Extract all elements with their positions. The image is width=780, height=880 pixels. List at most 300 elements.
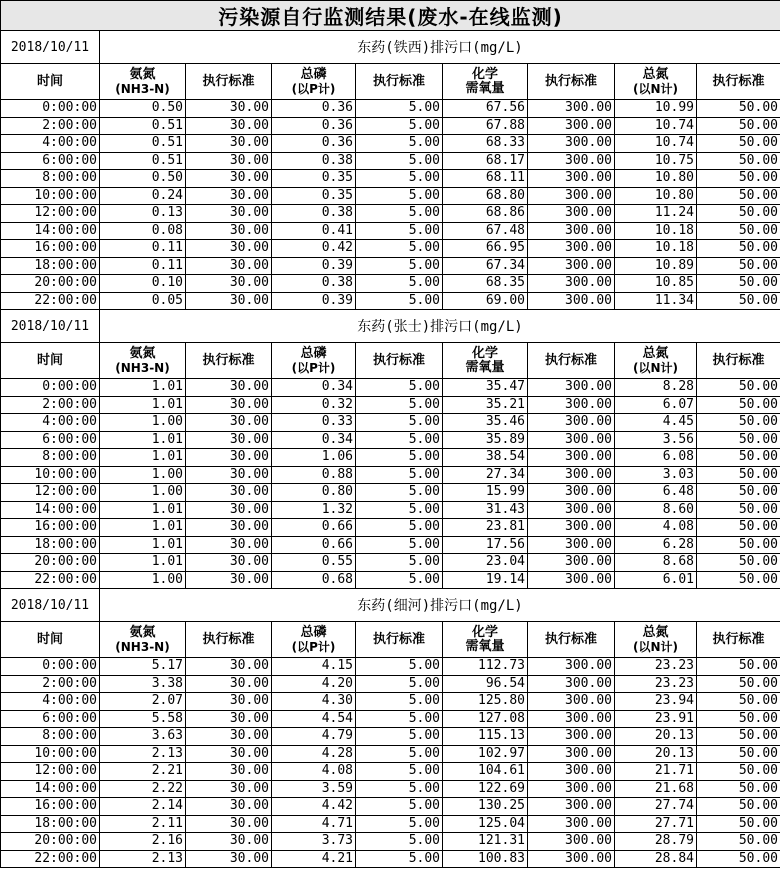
table-row (1, 833, 780, 851)
cell-phosphorus: 0.41 (272, 222, 356, 240)
header-nitrogen-standard: 执行标准 (697, 622, 780, 658)
cell-ammonia: 5.58 (100, 710, 186, 728)
cell-cod: 35.89 (443, 431, 528, 449)
cell-phosphorus-standard: 5.00 (356, 100, 443, 118)
cell-ammonia: 0.51 (100, 135, 186, 153)
cell-cod-standard: 300.00 (528, 536, 615, 554)
cell-cod: 35.46 (443, 414, 528, 432)
cell-ammonia: 2.21 (100, 763, 186, 781)
cell-nitrogen: 10.74 (615, 117, 697, 135)
cell-nitrogen: 4.45 (615, 414, 697, 432)
cell-cod: 69.00 (443, 292, 528, 310)
cell-cod: 35.47 (443, 379, 528, 397)
cell-cod-standard: 300.00 (528, 519, 615, 537)
header-cod-line1: 化学 (471, 624, 498, 640)
cell-nitrogen-standard: 50.00 (697, 466, 780, 484)
cell-phosphorus-standard: 5.00 (356, 850, 443, 868)
cell-cod-standard: 300.00 (528, 833, 615, 851)
cell-nitrogen: 8.60 (615, 501, 697, 519)
table-row (1, 466, 780, 484)
cell-ammonia: 1.01 (100, 379, 186, 397)
cell-phosphorus-standard: 5.00 (356, 449, 443, 467)
cell-nitrogen-standard: 50.00 (697, 414, 780, 432)
cell-phosphorus: 0.35 (272, 187, 356, 205)
header-ammonia-name: 氨氮 (129, 624, 156, 640)
cell-phosphorus: 1.32 (272, 501, 356, 519)
table-row (1, 745, 780, 763)
header-ammonia (100, 622, 186, 658)
cell-ammonia: 2.07 (100, 693, 186, 711)
cell-cod-standard: 300.00 (528, 571, 615, 589)
cell-cod-standard: 300.00 (528, 850, 615, 868)
cell-phosphorus-standard: 5.00 (356, 763, 443, 781)
header-phosphorus (272, 64, 356, 100)
cell-nitrogen: 28.84 (615, 850, 697, 868)
outlet-name: 东药(铁西)排污口(mg/L) (100, 31, 780, 64)
cell-ammonia: 5.17 (100, 658, 186, 676)
cell-phosphorus: 0.42 (272, 240, 356, 258)
cell-nitrogen: 10.89 (615, 257, 697, 275)
cell-ammonia-standard: 30.00 (186, 815, 272, 833)
cell-ammonia: 2.13 (100, 745, 186, 763)
cell-phosphorus: 1.06 (272, 449, 356, 467)
cell-phosphorus-standard: 5.00 (356, 833, 443, 851)
cell-phosphorus: 0.38 (272, 205, 356, 223)
cell-phosphorus-standard: 5.00 (356, 536, 443, 554)
cell-phosphorus-standard: 5.00 (356, 466, 443, 484)
header-cod-line2: 需氧量 (465, 638, 505, 654)
cell-nitrogen-standard: 50.00 (697, 240, 780, 258)
cell-time: 14:00:00 (1, 222, 100, 240)
cell-nitrogen: 23.94 (615, 693, 697, 711)
cell-cod-standard: 300.00 (528, 135, 615, 153)
cell-phosphorus: 0.36 (272, 100, 356, 118)
cell-time: 2:00:00 (1, 675, 100, 693)
table-row (1, 728, 780, 746)
cell-nitrogen-standard: 50.00 (697, 745, 780, 763)
cell-cod: 23.04 (443, 554, 528, 572)
header-ammonia-formula: (NH3-N) (115, 360, 170, 375)
cell-time: 4:00:00 (1, 693, 100, 711)
cell-nitrogen-standard: 50.00 (697, 536, 780, 554)
table-row (1, 554, 780, 572)
cell-ammonia-standard: 30.00 (186, 414, 272, 432)
header-cod-line1: 化学 (471, 345, 498, 361)
cell-ammonia: 0.51 (100, 117, 186, 135)
cell-phosphorus-standard: 5.00 (356, 745, 443, 763)
cell-ammonia: 0.50 (100, 170, 186, 188)
cell-cod: 68.33 (443, 135, 528, 153)
cell-nitrogen-standard: 50.00 (697, 292, 780, 310)
cell-phosphorus: 4.54 (272, 710, 356, 728)
cell-ammonia-standard: 30.00 (186, 833, 272, 851)
cell-phosphorus-standard: 5.00 (356, 414, 443, 432)
cell-cod: 15.99 (443, 484, 528, 502)
cell-nitrogen-standard: 50.00 (697, 571, 780, 589)
header-ammonia-formula: (NH3-N) (115, 81, 170, 96)
cell-nitrogen-standard: 50.00 (697, 187, 780, 205)
cell-ammonia: 1.00 (100, 414, 186, 432)
cell-phosphorus-standard: 5.00 (356, 396, 443, 414)
table-row (1, 117, 780, 135)
cell-cod-standard: 300.00 (528, 414, 615, 432)
table-row (1, 414, 780, 432)
table-body (1, 1, 780, 868)
cell-nitrogen: 20.13 (615, 745, 697, 763)
cell-time: 12:00:00 (1, 763, 100, 781)
cell-cod-standard: 300.00 (528, 170, 615, 188)
table-row (1, 292, 780, 310)
cell-cod-standard: 300.00 (528, 292, 615, 310)
cell-phosphorus-standard: 5.00 (356, 257, 443, 275)
cell-nitrogen-standard: 50.00 (697, 693, 780, 711)
cell-cod-standard: 300.00 (528, 728, 615, 746)
cell-time: 14:00:00 (1, 501, 100, 519)
table-row (1, 222, 780, 240)
cell-ammonia-standard: 30.00 (186, 240, 272, 258)
cell-ammonia-standard: 30.00 (186, 222, 272, 240)
cell-time: 22:00:00 (1, 850, 100, 868)
header-nitrogen-name: 总氮 (642, 66, 669, 82)
cell-phosphorus: 0.34 (272, 431, 356, 449)
cell-time: 8:00:00 (1, 728, 100, 746)
cell-phosphorus-standard: 5.00 (356, 571, 443, 589)
cell-phosphorus-standard: 5.00 (356, 135, 443, 153)
cell-nitrogen-standard: 50.00 (697, 484, 780, 502)
cell-nitrogen: 6.28 (615, 536, 697, 554)
cell-cod: 67.48 (443, 222, 528, 240)
header-nitrogen-basis: (以N计) (632, 639, 678, 654)
cell-time: 0:00:00 (1, 658, 100, 676)
cell-nitrogen-standard: 50.00 (697, 205, 780, 223)
cell-phosphorus: 0.36 (272, 135, 356, 153)
cell-time: 2:00:00 (1, 117, 100, 135)
table-row (1, 519, 780, 537)
cell-ammonia-standard: 30.00 (186, 466, 272, 484)
header-nitrogen-name: 总氮 (642, 624, 669, 640)
cell-cod: 115.13 (443, 728, 528, 746)
cell-phosphorus-standard: 5.00 (356, 187, 443, 205)
cell-phosphorus: 0.88 (272, 466, 356, 484)
cell-cod-standard: 300.00 (528, 257, 615, 275)
cell-nitrogen-standard: 50.00 (697, 554, 780, 572)
cell-phosphorus: 0.39 (272, 257, 356, 275)
header-time: 时间 (1, 64, 100, 100)
cell-cod: 23.81 (443, 519, 528, 537)
cell-phosphorus: 4.79 (272, 728, 356, 746)
header-phosphorus-name: 总磷 (300, 345, 327, 361)
table-row (1, 675, 780, 693)
cell-ammonia: 3.63 (100, 728, 186, 746)
cell-phosphorus-standard: 5.00 (356, 205, 443, 223)
cell-phosphorus-standard: 5.00 (356, 780, 443, 798)
table-row (1, 396, 780, 414)
cell-cod: 125.04 (443, 815, 528, 833)
cell-nitrogen: 27.71 (615, 815, 697, 833)
cell-phosphorus: 4.08 (272, 763, 356, 781)
header-cod-line2: 需氧量 (465, 359, 505, 375)
cell-time: 10:00:00 (1, 466, 100, 484)
cell-nitrogen: 11.24 (615, 205, 697, 223)
header-phosphorus (272, 622, 356, 658)
cell-ammonia-standard: 30.00 (186, 484, 272, 502)
cell-cod: 104.61 (443, 763, 528, 781)
cell-nitrogen: 21.68 (615, 780, 697, 798)
cell-phosphorus-standard: 5.00 (356, 798, 443, 816)
cell-cod: 67.56 (443, 100, 528, 118)
cell-cod-standard: 300.00 (528, 152, 615, 170)
cell-phosphorus-standard: 5.00 (356, 484, 443, 502)
cell-time: 6:00:00 (1, 431, 100, 449)
header-cod (443, 622, 528, 658)
cell-phosphorus: 4.28 (272, 745, 356, 763)
cell-cod: 68.80 (443, 187, 528, 205)
cell-nitrogen-standard: 50.00 (697, 222, 780, 240)
table-row (1, 152, 780, 170)
cell-ammonia-standard: 30.00 (186, 449, 272, 467)
cell-cod-standard: 300.00 (528, 117, 615, 135)
cell-cod: 68.86 (443, 205, 528, 223)
cell-nitrogen: 21.71 (615, 763, 697, 781)
cell-phosphorus-standard: 5.00 (356, 675, 443, 693)
cell-phosphorus: 4.15 (272, 658, 356, 676)
column-header-row (1, 343, 780, 379)
cell-cod: 31.43 (443, 501, 528, 519)
table-row (1, 850, 780, 868)
cell-nitrogen: 28.79 (615, 833, 697, 851)
cell-phosphorus: 0.35 (272, 170, 356, 188)
cell-cod-standard: 300.00 (528, 798, 615, 816)
cell-phosphorus-standard: 5.00 (356, 710, 443, 728)
cell-time: 6:00:00 (1, 710, 100, 728)
cell-time: 18:00:00 (1, 815, 100, 833)
cell-phosphorus: 0.33 (272, 414, 356, 432)
cell-time: 0:00:00 (1, 100, 100, 118)
cell-ammonia: 1.00 (100, 484, 186, 502)
header-phosphorus-standard: 执行标准 (356, 622, 443, 658)
cell-cod-standard: 300.00 (528, 815, 615, 833)
section-date: 2018/10/11 (1, 31, 100, 64)
cell-ammonia: 2.14 (100, 798, 186, 816)
cell-ammonia-standard: 30.00 (186, 745, 272, 763)
table-row (1, 484, 780, 502)
cell-cod: 127.08 (443, 710, 528, 728)
cell-cod-standard: 300.00 (528, 693, 615, 711)
cell-nitrogen-standard: 50.00 (697, 519, 780, 537)
cell-ammonia-standard: 30.00 (186, 519, 272, 537)
table-row (1, 379, 780, 397)
header-cod-line2: 需氧量 (465, 80, 505, 96)
cell-time: 16:00:00 (1, 798, 100, 816)
table-row (1, 501, 780, 519)
cell-nitrogen-standard: 50.00 (697, 728, 780, 746)
cell-ammonia-standard: 30.00 (186, 292, 272, 310)
cell-time: 22:00:00 (1, 292, 100, 310)
cell-ammonia: 2.11 (100, 815, 186, 833)
header-cod-line1: 化学 (471, 66, 498, 82)
header-phosphorus-standard: 执行标准 (356, 343, 443, 379)
cell-nitrogen: 10.99 (615, 100, 697, 118)
cell-time: 12:00:00 (1, 205, 100, 223)
cell-nitrogen-standard: 50.00 (697, 449, 780, 467)
table-row (1, 763, 780, 781)
cell-nitrogen-standard: 50.00 (697, 275, 780, 293)
cell-cod-standard: 300.00 (528, 780, 615, 798)
cell-ammonia: 0.11 (100, 257, 186, 275)
header-phosphorus-basis: (以P计) (291, 81, 336, 96)
cell-cod: 67.34 (443, 257, 528, 275)
cell-ammonia-standard: 30.00 (186, 257, 272, 275)
cell-cod-standard: 300.00 (528, 484, 615, 502)
cell-phosphorus-standard: 5.00 (356, 431, 443, 449)
cell-phosphorus-standard: 5.00 (356, 222, 443, 240)
table-row (1, 205, 780, 223)
cell-phosphorus-standard: 5.00 (356, 117, 443, 135)
cell-cod: 102.97 (443, 745, 528, 763)
cell-cod-standard: 300.00 (528, 187, 615, 205)
cell-ammonia: 3.38 (100, 675, 186, 693)
cell-phosphorus: 3.59 (272, 780, 356, 798)
cell-nitrogen-standard: 50.00 (697, 396, 780, 414)
table-row (1, 100, 780, 118)
cell-ammonia-standard: 30.00 (186, 117, 272, 135)
cell-nitrogen: 8.68 (615, 554, 697, 572)
cell-nitrogen-standard: 50.00 (697, 675, 780, 693)
header-nitrogen (615, 64, 697, 100)
cell-ammonia-standard: 30.00 (186, 501, 272, 519)
cell-phosphorus: 0.34 (272, 379, 356, 397)
cell-ammonia: 1.01 (100, 554, 186, 572)
cell-phosphorus: 0.55 (272, 554, 356, 572)
cell-phosphorus: 0.66 (272, 536, 356, 554)
cell-phosphorus-standard: 5.00 (356, 554, 443, 572)
cell-nitrogen: 6.01 (615, 571, 697, 589)
cell-nitrogen-standard: 50.00 (697, 170, 780, 188)
header-phosphorus-basis: (以P计) (291, 360, 336, 375)
cell-ammonia-standard: 30.00 (186, 205, 272, 223)
table-row (1, 536, 780, 554)
cell-time: 10:00:00 (1, 745, 100, 763)
cell-ammonia-standard: 30.00 (186, 763, 272, 781)
cell-time: 20:00:00 (1, 833, 100, 851)
cell-ammonia-standard: 30.00 (186, 170, 272, 188)
cell-time: 18:00:00 (1, 257, 100, 275)
cell-ammonia-standard: 30.00 (186, 798, 272, 816)
cell-ammonia-standard: 30.00 (186, 431, 272, 449)
cell-phosphorus: 0.39 (272, 292, 356, 310)
cell-phosphorus-standard: 5.00 (356, 152, 443, 170)
cell-cod: 35.21 (443, 396, 528, 414)
table-row (1, 798, 780, 816)
cell-ammonia-standard: 30.00 (186, 396, 272, 414)
table-row (1, 275, 780, 293)
cell-nitrogen-standard: 50.00 (697, 658, 780, 676)
table-row (1, 658, 780, 676)
cell-cod: 96.54 (443, 675, 528, 693)
cell-cod-standard: 300.00 (528, 222, 615, 240)
cell-phosphorus: 3.73 (272, 833, 356, 851)
cell-ammonia-standard: 30.00 (186, 675, 272, 693)
cell-cod-standard: 300.00 (528, 396, 615, 414)
column-header-row (1, 622, 780, 658)
cell-cod: 100.83 (443, 850, 528, 868)
cell-phosphorus: 4.71 (272, 815, 356, 833)
cell-nitrogen: 10.74 (615, 135, 697, 153)
cell-time: 12:00:00 (1, 484, 100, 502)
cell-phosphorus-standard: 5.00 (356, 501, 443, 519)
cell-nitrogen: 27.74 (615, 798, 697, 816)
cell-cod: 67.88 (443, 117, 528, 135)
cell-nitrogen-standard: 50.00 (697, 501, 780, 519)
section-date-row (1, 31, 780, 64)
header-phosphorus-name: 总磷 (300, 624, 327, 640)
cell-ammonia: 0.10 (100, 275, 186, 293)
cell-nitrogen: 6.07 (615, 396, 697, 414)
header-time: 时间 (1, 343, 100, 379)
table-row (1, 815, 780, 833)
cell-nitrogen: 8.28 (615, 379, 697, 397)
cell-time: 4:00:00 (1, 135, 100, 153)
cell-ammonia: 0.51 (100, 152, 186, 170)
cell-nitrogen-standard: 50.00 (697, 833, 780, 851)
cell-nitrogen-standard: 50.00 (697, 257, 780, 275)
header-ammonia (100, 64, 186, 100)
header-nitrogen (615, 622, 697, 658)
header-ammonia-name: 氨氮 (129, 66, 156, 82)
cell-phosphorus: 0.32 (272, 396, 356, 414)
cell-ammonia-standard: 30.00 (186, 135, 272, 153)
header-cod-standard: 执行标准 (528, 343, 615, 379)
cell-phosphorus-standard: 5.00 (356, 292, 443, 310)
header-ammonia-name: 氨氮 (129, 345, 156, 361)
cell-nitrogen: 10.80 (615, 170, 697, 188)
cell-nitrogen-standard: 50.00 (697, 780, 780, 798)
cell-ammonia-standard: 30.00 (186, 152, 272, 170)
cell-time: 4:00:00 (1, 414, 100, 432)
cell-time: 20:00:00 (1, 554, 100, 572)
header-ammonia-standard: 执行标准 (186, 622, 272, 658)
cell-nitrogen-standard: 50.00 (697, 100, 780, 118)
cell-phosphorus: 4.21 (272, 850, 356, 868)
page-title: 污染源自行监测结果(废水-在线监测) (1, 1, 780, 31)
table-row (1, 187, 780, 205)
header-nitrogen-basis: (以N计) (632, 81, 678, 96)
cell-nitrogen: 10.18 (615, 222, 697, 240)
cell-ammonia-standard: 30.00 (186, 275, 272, 293)
section-date-row (1, 589, 780, 622)
cell-cod: 68.35 (443, 275, 528, 293)
cell-phosphorus: 0.38 (272, 275, 356, 293)
cell-ammonia-standard: 30.00 (186, 710, 272, 728)
cell-time: 6:00:00 (1, 152, 100, 170)
table-row (1, 449, 780, 467)
cell-ammonia-standard: 30.00 (186, 187, 272, 205)
cell-time: 8:00:00 (1, 170, 100, 188)
cell-cod-standard: 300.00 (528, 205, 615, 223)
cell-time: 16:00:00 (1, 519, 100, 537)
cell-phosphorus-standard: 5.00 (356, 728, 443, 746)
cell-phosphorus: 4.30 (272, 693, 356, 711)
cell-time: 2:00:00 (1, 396, 100, 414)
cell-ammonia: 1.01 (100, 431, 186, 449)
header-cod-standard: 执行标准 (528, 64, 615, 100)
cell-cod-standard: 300.00 (528, 275, 615, 293)
cell-ammonia-standard: 30.00 (186, 658, 272, 676)
cell-cod: 17.56 (443, 536, 528, 554)
cell-time: 20:00:00 (1, 275, 100, 293)
cell-nitrogen: 10.85 (615, 275, 697, 293)
cell-time: 16:00:00 (1, 240, 100, 258)
